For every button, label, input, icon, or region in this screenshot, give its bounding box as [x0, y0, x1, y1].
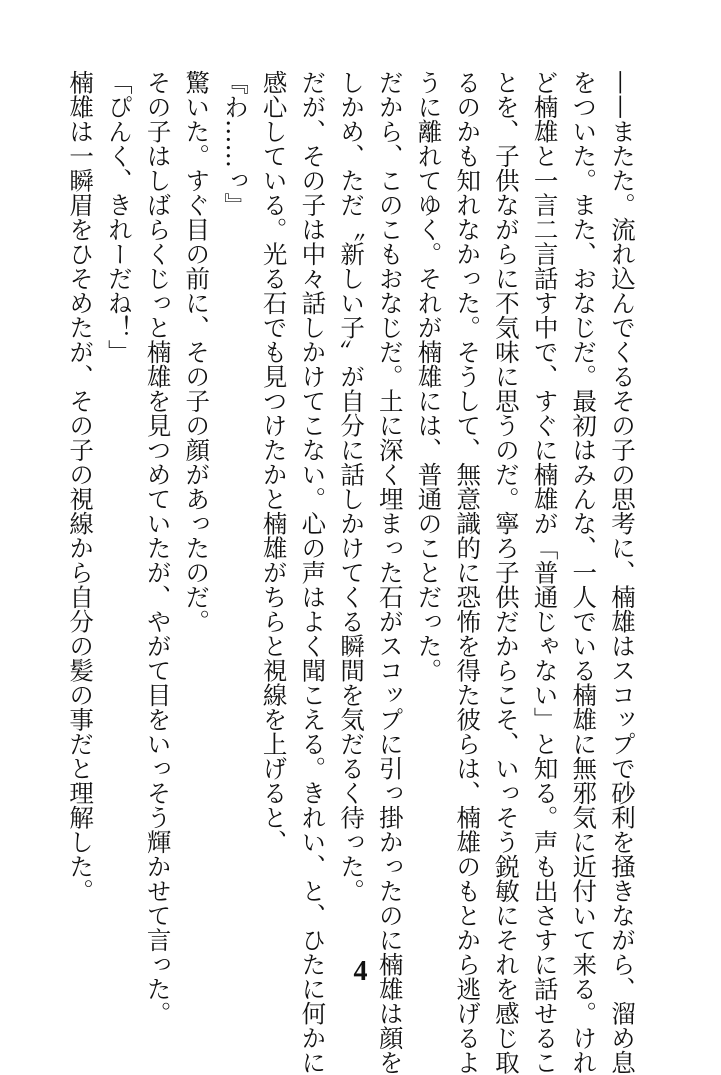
text-line: 感心している。光る石でも見つけたかと楠雄がちらと視線を上げると、 — [259, 70, 289, 854]
text-line: だが、その子は中々話しかけてこない。心の声はよく聞こえる。きれい、と、ひたに何かに — [298, 70, 328, 1075]
vertical-text-body — [60, 70, 641, 1075]
text-line: るのかも知れなかった。そうして、無意識的に恐怖を得た彼らは、楠雄のもとから逃げるよ — [453, 70, 483, 1075]
text-line: うに離れてゆく。それが楠雄には、普通のことだった。 — [414, 70, 444, 683]
text-line: だから、このこもおなじだ。土に深く埋まった石がスコップに引っ掛かったのに楠雄は顔を — [375, 70, 405, 1075]
text-line: ど楠雄と一言二言話す中で、すぐに楠雄が「普通じゃない」と知る。声も出さすに話せるこ — [530, 70, 560, 1075]
text-line: をついた。また、おなじだ。最初はみんな、一人でいる楠雄に無邪気に近付いて来る。けれ — [569, 70, 599, 1075]
text-line: とを、子供ながらに不気味に思うのだ。寧ろ子供だからこそ、いっそう鋭敏にそれを感じ取 — [491, 70, 521, 1075]
text-line: しかめ、ただ〝新しい子〟が自分に話しかけてくる瞬間を気だるく待った。 — [337, 70, 367, 903]
page-number: 4 — [353, 956, 368, 987]
text-line: 「ぴんく、きれーだね！」 — [104, 70, 134, 364]
text-line: ——またた。流れ込んでくるその子の思考に、楠雄はスコップで砂利を掻きながら、溜め息 — [608, 70, 637, 1075]
text-line: 驚いた。すぐ目の前に、その子の顔があったのだ。 — [182, 70, 212, 634]
text-line: 楠雄は一瞬眉をひそめたが、その子の視線から自分の髪の事だと理解した。 — [66, 70, 96, 903]
text-line: 『わ……っ』 — [220, 70, 250, 217]
text-line: その子はしばらくじっと楠雄を見つめていたが、やがて目をいっそう輝かせて言った。 — [143, 70, 173, 1026]
